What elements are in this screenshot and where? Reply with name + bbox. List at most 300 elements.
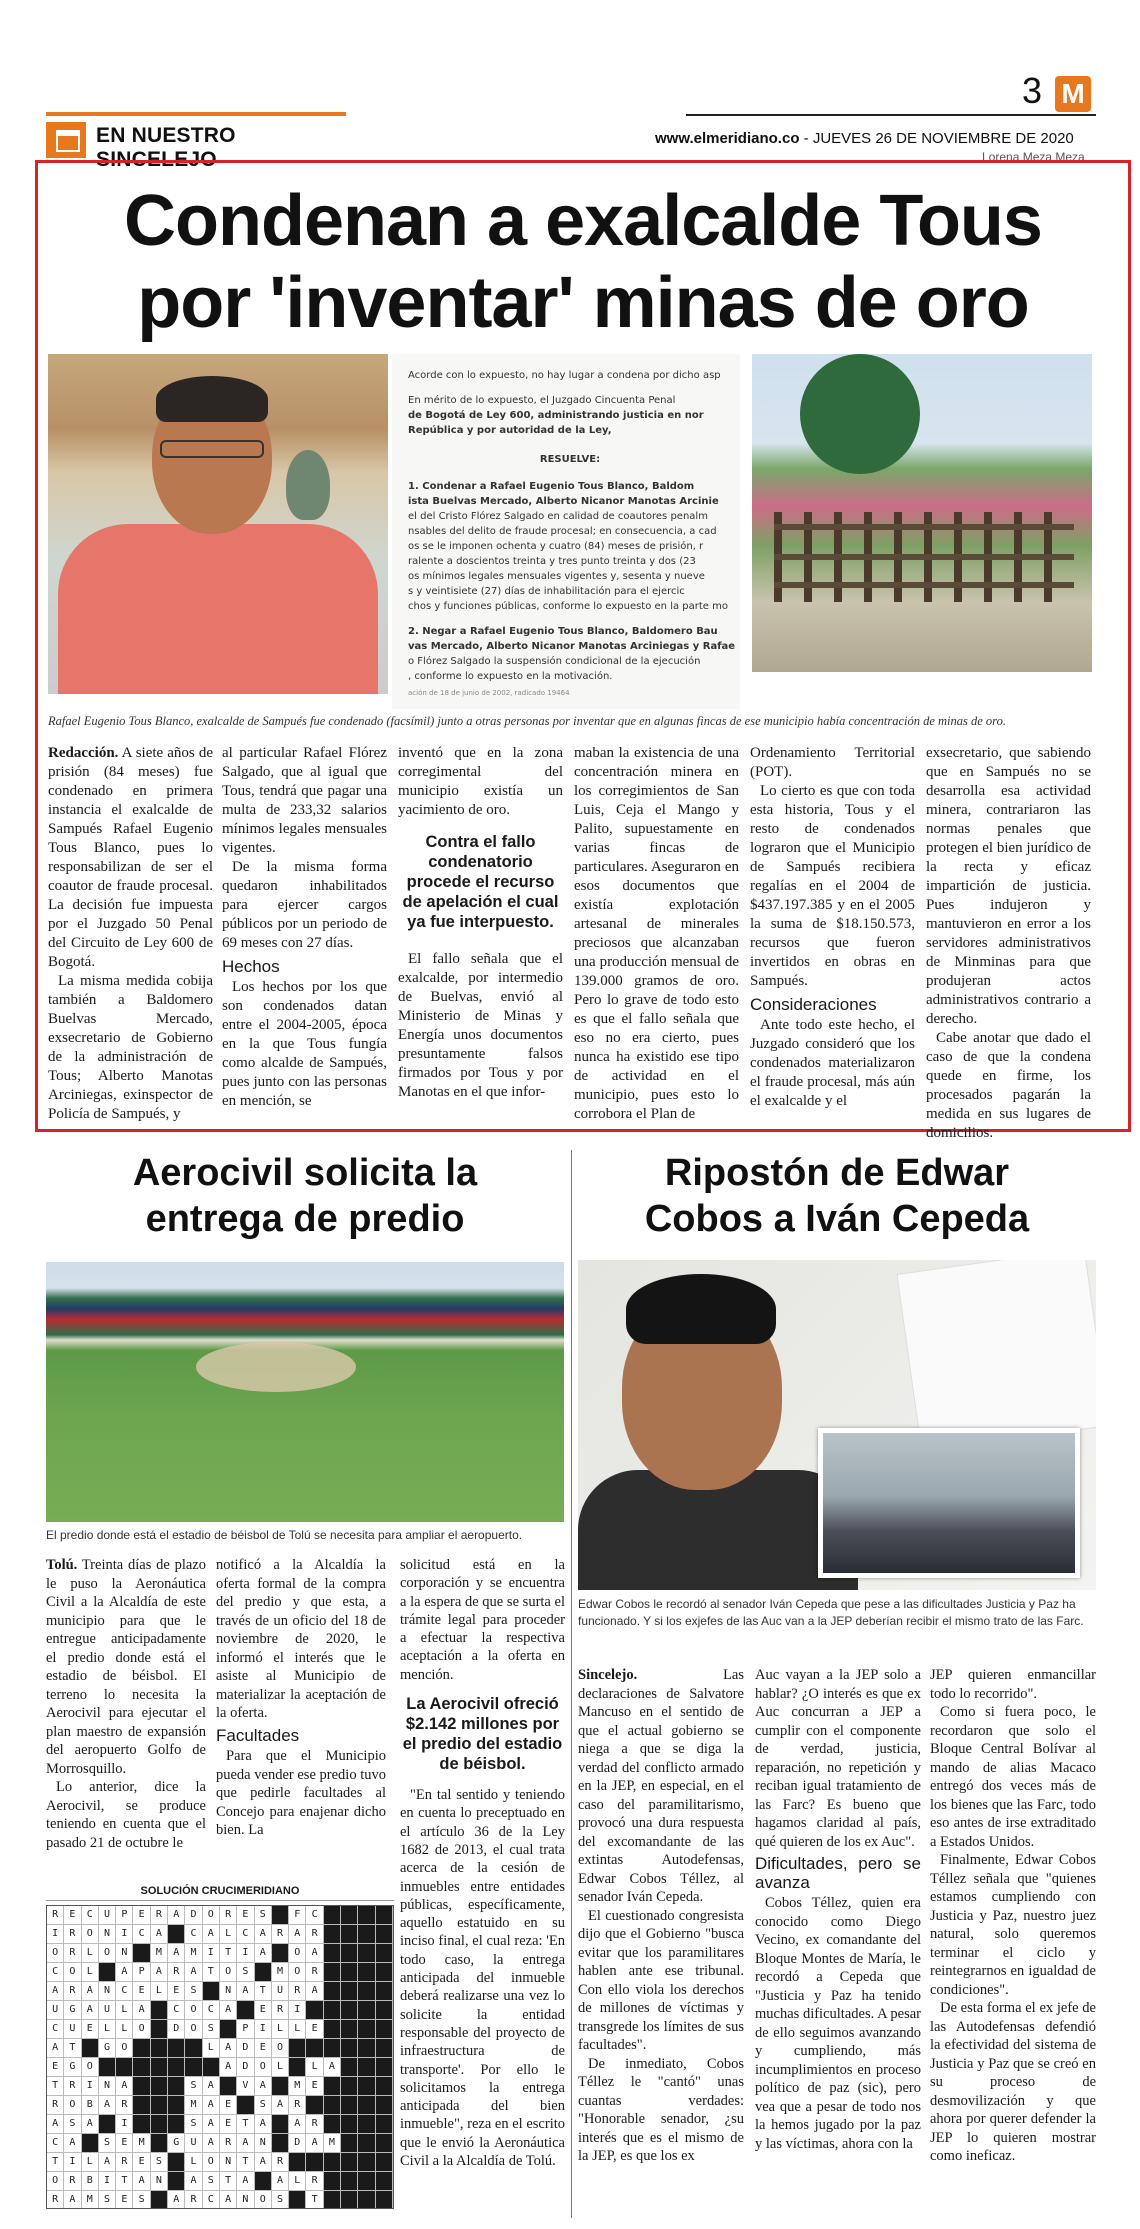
crossword-cell: T: [203, 1963, 220, 1982]
crossword-cell: S: [255, 2096, 272, 2115]
crossword-title: SOLUCIÓN CRUCIMERIDIANO: [46, 1885, 394, 1901]
crossword-cell: [237, 2001, 254, 2020]
crossword-cell: [151, 2077, 168, 2096]
crossword-cell: T: [220, 2172, 237, 2191]
crossword-cell: A: [324, 2058, 341, 2077]
crossword-cell: N: [220, 1982, 237, 2001]
crossword-cell: A: [47, 2115, 64, 2134]
crossword-cell: [133, 2096, 150, 2115]
crossword-cell: [358, 1906, 375, 1925]
crossword-cell: P: [116, 1906, 133, 1925]
crossword-cell: L: [289, 2020, 306, 2039]
main-column-6: [926, 744, 1091, 1143]
crossword-cell: [185, 2058, 202, 2077]
crossword-cell: A: [133, 2172, 150, 2191]
crossword-cell: N: [116, 1944, 133, 1963]
crossword-solution: [46, 1885, 394, 2213]
crossword-cell: A: [255, 2153, 272, 2172]
crossword-cell: A: [203, 2115, 220, 2134]
crossword-cell: L: [151, 1982, 168, 2001]
crossword-cell: A: [151, 1925, 168, 1944]
crossword-cell: A: [203, 2077, 220, 2096]
crossword-cell: S: [203, 2020, 220, 2039]
crossword-cell: [203, 1982, 220, 2001]
paragraph: notificó a la Alcaldía la oferta formal de la compra del predio y que esta, a través de un oficio del 18 de noviembre de 2020, le informó el interés que le asiste al Municipio de materializar la aceptación de la oferta.: [216, 1557, 386, 1721]
crossword-cell: M: [272, 1963, 289, 1982]
crossword-cell: A: [272, 2096, 289, 2115]
crossword-cell: N: [99, 1982, 116, 2001]
crossword-cell: A: [306, 2134, 323, 2153]
crossword-cell: O: [185, 2001, 202, 2020]
crossword-cell: S: [255, 1906, 272, 1925]
crossword-cell: S: [151, 2153, 168, 2172]
crossword-cell: M: [324, 2134, 341, 2153]
crossword-cell: A: [237, 1982, 254, 2001]
crossword-cell: A: [289, 2115, 306, 2134]
facsimile-line: o Flórez Salgado la suspensión condicional de la ejecución: [408, 656, 701, 667]
crossword-cell: [341, 2077, 358, 2096]
crossword-cell: [116, 2058, 133, 2077]
crossword-cell: [151, 2096, 168, 2115]
crossword-cell: [358, 1944, 375, 1963]
brand-logo-icon: M: [1055, 76, 1091, 112]
crossword-cell: [151, 2058, 168, 2077]
crossword-cell: R: [272, 2001, 289, 2020]
crossword-cell: R: [185, 2191, 202, 2209]
crossword-cell: R: [289, 2096, 306, 2115]
crossword-cell: T: [306, 2191, 323, 2209]
crossword-cell: [358, 1963, 375, 1982]
crossword-cell: E: [306, 2077, 323, 2096]
crossword-row: [47, 2020, 393, 2039]
main-column-1: [48, 744, 213, 1124]
crossword-cell: [203, 2058, 220, 2077]
crossword-cell: I: [82, 2077, 99, 2096]
crossword-cell: [324, 2001, 341, 2020]
crossword-cell: [289, 2058, 306, 2077]
crossword-row: [47, 1963, 393, 1982]
crossword-cell: I: [237, 1944, 254, 1963]
crossword-cell: L: [185, 2153, 202, 2172]
crossword-cell: [376, 2001, 393, 2020]
crossword-cell: E: [116, 2134, 133, 2153]
crossword-cell: [168, 2077, 185, 2096]
publication-date: - JUEVES 26 DE NOVIEMBRE DE 2020: [799, 130, 1074, 147]
crossword-cell: [133, 2039, 150, 2058]
crossword-cell: [272, 1944, 289, 1963]
crossword-cell: A: [255, 2115, 272, 2134]
crossword-cell: R: [116, 2096, 133, 2115]
crossword-cell: E: [133, 1982, 150, 2001]
crossword-cell: A: [220, 2001, 237, 2020]
crossword-cell: C: [203, 2001, 220, 2020]
crossword-row: [47, 1982, 393, 2001]
pull-quote: Contra el fallo condenatorio procede el recurso de apelación el cual ya fue interpuesto.: [402, 833, 559, 931]
crossword-cell: [376, 2115, 393, 2134]
crossword-cell: A: [255, 1944, 272, 1963]
crossword-cell: C: [47, 1963, 64, 1982]
crossword-cell: R: [306, 2115, 323, 2134]
crossword-cell: [324, 2115, 341, 2134]
crossword-cell: E: [133, 1906, 150, 1925]
cobos-headline: [578, 1150, 1096, 1242]
crossword-cell: T: [237, 2153, 254, 2172]
crossword-cell: R: [220, 1906, 237, 1925]
crossword-cell: A: [203, 2134, 220, 2153]
facsimile-resuelve: RESUELVE:: [539, 454, 601, 465]
crossword-cell: M: [133, 2134, 150, 2153]
crossword-cell: U: [64, 2020, 81, 2039]
crossword-cell: C: [47, 2134, 64, 2153]
crossword-cell: A: [116, 2077, 133, 2096]
crossword-cell: [255, 1963, 272, 1982]
crossword-cell: O: [47, 1944, 64, 1963]
crossword-cell: [255, 2172, 272, 2191]
crossword-row: [47, 2115, 393, 2134]
crossword-cell: A: [168, 1944, 185, 1963]
paragraph: al particular Rafael Flórez Salgado, que al igual que Tous, tendrá que pagar una multa de 233,32 salarios mínimos legales mensuales vigentes.: [222, 745, 387, 856]
column-divider: [571, 1150, 572, 2218]
crossword-cell: [358, 2115, 375, 2134]
photo-inset-senate: [818, 1428, 1080, 1578]
crossword-cell: R: [168, 1963, 185, 1982]
crossword-cell: M: [82, 2191, 99, 2209]
crossword-cell: E: [47, 2058, 64, 2077]
crossword-cell: [220, 2020, 237, 2039]
crossword-cell: [376, 2134, 393, 2153]
crossword-cell: L: [82, 2153, 99, 2172]
crossword-cell: [151, 2039, 168, 2058]
crossword-cell: R: [64, 1982, 81, 2001]
crossword-cell: I: [116, 1925, 133, 1944]
main-column-5: [750, 744, 915, 1111]
crossword-cell: R: [64, 1944, 81, 1963]
facsimile-line: 2. Negar a Rafael Eugenio Tous Blanco, Baldomero Bau: [408, 626, 718, 637]
crossword-cell: A: [168, 2191, 185, 2209]
crossword-cell: B: [82, 2172, 99, 2191]
crossword-cell: C: [168, 2001, 185, 2020]
crossword-cell: U: [47, 2001, 64, 2020]
crossword-cell: [289, 2153, 306, 2172]
paragraph: El cuestionado congresista dijo que el Gobierno "busca evitar que los paramilitares hablen ante ese tribunal. Con ello viola los derechos de millones de víctimas y transgrede los límites de sus facultades".: [578, 1907, 744, 2053]
paragraph: Cobos Téllez, quien era conocido como Diego Vecino, ex comandante del Bloque Montes de María, le recordó a Cepeda que "Justicia y Paz ha tenido muchas dificultades. A pesar de ello seguimos avanzando y cumpliendo, más incumplimientos en proceso político de paz (sic), pero vea que a pesar de todo nos la hemos jugado por la paz y las víctimas, ahora con la: [755, 1895, 921, 2152]
crossword-row: [47, 2134, 393, 2153]
crossword-cell: [358, 1925, 375, 1944]
crossword-cell: S: [237, 1963, 254, 1982]
crossword-cell: [324, 2020, 341, 2039]
crossword-cell: E: [220, 2096, 237, 2115]
crossword-cell: A: [306, 1944, 323, 1963]
crossword-cell: [376, 1925, 393, 1944]
crossword-cell: [358, 2077, 375, 2096]
crossword-cell: I: [289, 2001, 306, 2020]
dateline: Tolú.: [46, 1557, 78, 1573]
crossword-cell: R: [47, 1906, 64, 1925]
facsimile-line: s y veintisiete (27) días de inhabilitación para el ejercic: [408, 586, 685, 597]
paragraph: De inmediato, Cobos Téllez le "cantó" unas cuantas verdades: "Honorable senador, ¿su interés que es el mismo de la JEP, es que los ex: [578, 2055, 744, 2164]
crossword-cell: [133, 2058, 150, 2077]
crossword-cell: A: [99, 2096, 116, 2115]
crossword-cell: A: [237, 2172, 254, 2191]
cobos-headline-line-2: Cobos a Iván Cepeda: [644, 1198, 1030, 1240]
crossword-cell: B: [82, 2096, 99, 2115]
crossword-cell: A: [151, 1963, 168, 1982]
paragraph: exsecretario, que sabiendo que en Sampués no se desarrolla esa actividad minera, contrariaron las normas penales que protegen el bien jurídico de la recta y eficaz impartición de justicia. Pues indujeron y mantuvieron en error a los servidores administrativos de Minminas para que produjeran actos administrativos contrario a derecho.: [926, 745, 1091, 1027]
crossword-cell: [324, 2077, 341, 2096]
crossword-cell: S: [64, 2115, 81, 2134]
crossword-cell: [324, 2191, 341, 2209]
facsimile-line: Acorde con lo expuesto, no hay lugar a condena por dicho asp: [408, 370, 721, 381]
pull-quote: La Aerocivil ofreció $2.142 millones por el predio del estadio de béisbol.: [402, 1695, 563, 1774]
crossword-cell: D: [168, 2020, 185, 2039]
crossword-cell: S: [185, 2115, 202, 2134]
facsimile-line: , conforme lo expuesto en la motivación.: [408, 671, 613, 682]
crossword-cell: P: [237, 2020, 254, 2039]
paragraph: "En tal sentido y teniendo en cuenta lo preceptuado en el artículo 36 de la Ley 1682 de 2013, el cual trata acerca de la cesión de inmuebles entre entidades públicas, específicamente, aquello estatuido en su inciso final, el cual reza: 'En todo caso, la entrega anticipada del inmueble deberá realizarse una vez lo solicite la entidad responsable del proyecto de infraestructura de transporte'. Por ello le solicitamos la entrega anticipada del bien inmueble", reza en el escrito que le envió la Aeronáutica Civil a la Alcaldía de Tolú.: [400, 1787, 565, 2170]
main-headline-line-2: por 'inventar' minas de oro: [137, 263, 1029, 343]
crossword-cell: A: [116, 1963, 133, 1982]
crossword-cell: [272, 2077, 289, 2096]
paragraph: Lo anterior, dice la Aerocivil, se produce teniendo en cuenta que el pasado 21 de octubre le: [46, 1779, 206, 1851]
crossword-cell: U: [99, 2001, 116, 2020]
crossword-cell: R: [116, 2153, 133, 2172]
crossword-cell: [237, 2096, 254, 2115]
crossword-cell: A: [185, 2172, 202, 2191]
crossword-cell: [341, 2191, 358, 2209]
crossword-cell: A: [220, 2039, 237, 2058]
photo-farm-fence: [752, 354, 1092, 672]
facsimile-footer: ación de 18 de junio de 2002, radicado 19464: [408, 689, 570, 697]
crossword-cell: [376, 1963, 393, 1982]
subheading: Hechos: [222, 957, 280, 976]
crossword-cell: [99, 2115, 116, 2134]
crossword-cell: [306, 2001, 323, 2020]
crossword-cell: L: [306, 2058, 323, 2077]
photo-rafael-tous: [48, 354, 388, 694]
crossword-cell: O: [99, 1944, 116, 1963]
crossword-cell: E: [82, 2020, 99, 2039]
crossword-cell: R: [272, 2153, 289, 2172]
crossword-cell: A: [168, 1906, 185, 1925]
crossword-cell: R: [272, 1925, 289, 1944]
crossword-cell: T: [64, 2039, 81, 2058]
paragraph: De esta forma el ex jefe de las Autodefensas defendió la efectividad del sistema de Justicia y Paz que se creó en su proceso de desmovilización y que ahora por querer defender la JEP lo quieren mostrar como ineficaz.: [930, 2000, 1096, 2164]
crossword-cell: [341, 2058, 358, 2077]
crossword-cell: L: [272, 2020, 289, 2039]
court-ruling-facsimile: [392, 354, 740, 709]
cobos-column-3: [930, 1666, 1096, 2166]
crossword-cell: O: [47, 2172, 64, 2191]
crossword-cell: G: [99, 2039, 116, 2058]
crossword-cell: [376, 2039, 393, 2058]
page-number: 3: [1022, 70, 1043, 111]
crossword-cell: M: [289, 2077, 306, 2096]
crossword-cell: E: [133, 2153, 150, 2172]
aerocivil-column-2: [216, 1556, 386, 1840]
crossword-cell: G: [64, 2058, 81, 2077]
crossword-cell: N: [151, 2172, 168, 2191]
paragraph: JEP quieren enmancillar todo lo recorrido".: [930, 1667, 1096, 1702]
crossword-cell: A: [237, 2134, 254, 2153]
crossword-cell: [168, 2172, 185, 2191]
crossword-cell: E: [306, 2020, 323, 2039]
crossword-cell: A: [255, 2077, 272, 2096]
crossword-cell: O: [255, 2191, 272, 2209]
crossword-cell: R: [306, 2172, 323, 2191]
crossword-cell: O: [82, 2058, 99, 2077]
crossword-cell: [151, 2134, 168, 2153]
photo-baseball-stadium: [46, 1262, 564, 1522]
crossword-cell: [358, 2191, 375, 2209]
crossword-cell: [376, 1982, 393, 2001]
crossword-cell: N: [99, 1925, 116, 1944]
crossword-cell: [376, 2096, 393, 2115]
crossword-cell: O: [133, 2020, 150, 2039]
crossword-cell: O: [116, 2039, 133, 2058]
crossword-cell: [306, 2153, 323, 2172]
crossword-cell: L: [82, 1944, 99, 1963]
crossword-cell: [341, 2153, 358, 2172]
facsimile-line: de Bogotá de Ley 600, administrando justicia en nor: [408, 410, 704, 421]
crossword-cell: R: [47, 2096, 64, 2115]
aerocivil-headline-line-2: entrega de predio: [145, 1198, 465, 1240]
aerocivil-column-1: [46, 1556, 206, 1852]
crossword-cell: [324, 1963, 341, 1982]
crossword-cell: V: [237, 2077, 254, 2096]
crossword-cell: [341, 1925, 358, 1944]
crossword-cell: A: [82, 2115, 99, 2134]
crossword-cell: [82, 2134, 99, 2153]
crossword-cell: N: [220, 2153, 237, 2172]
crossword-cell: [376, 1906, 393, 1925]
crossword-cell: [341, 1906, 358, 1925]
crossword-cell: D: [237, 2039, 254, 2058]
paragraph: Lo cierto es que con toda esta historia, Tous y el resto de condenados lograron que el Municipio de Sampués recibiera regalías en el 2004 de $437.197.385 y en el 2005 la suma de $18.150.573, recursos que fueron invertidos en obras en Sampués.: [750, 783, 915, 989]
crossword-cell: [341, 1963, 358, 1982]
aerocivil-headline: [46, 1150, 564, 1242]
crossword-cell: [376, 2058, 393, 2077]
crossword-cell: I: [116, 2115, 133, 2134]
crossword-cell: [272, 2134, 289, 2153]
crossword-cell: A: [272, 2172, 289, 2191]
crossword-cell: [341, 2172, 358, 2191]
paragraph: Ordenamiento Territorial (POT).: [750, 745, 915, 780]
crossword-cell: A: [306, 1982, 323, 2001]
paragraph: Como si fuera poco, le recordaron que solo el Bloque Central Bolívar al mando de alias Macaco entregó dos veces más de los bienes que las Farc, todo eso antes de irse extraditado a Estados Unidos.: [930, 1704, 1096, 1850]
crossword-cell: [133, 1944, 150, 1963]
crossword-cell: [358, 2001, 375, 2020]
crossword-cell: [324, 2153, 341, 2172]
crossword-cell: D: [289, 2134, 306, 2153]
cobos-column-1: [578, 1666, 744, 2166]
crossword-cell: G: [168, 2134, 185, 2153]
dateline: Sincelejo.: [578, 1667, 638, 1683]
crossword-cell: [168, 2153, 185, 2172]
crossword-row: [47, 2172, 393, 2191]
crossword-cell: I: [203, 1944, 220, 1963]
paragraph: Para que el Municipio pueda vender ese predio tuvo que pedirle facultades al Concejo para enajenar dicho bien. La: [216, 1748, 386, 1838]
crossword-row: [47, 2001, 393, 2020]
crossword-cell: [358, 2096, 375, 2115]
crossword-cell: [376, 2172, 393, 2191]
crossword-cell: [341, 1944, 358, 1963]
crossword-cell: [358, 2039, 375, 2058]
crossword-cell: [341, 1982, 358, 2001]
crossword-cell: A: [99, 2153, 116, 2172]
crossword-cell: [168, 2058, 185, 2077]
crossword-cell: C: [116, 1982, 133, 2001]
crossword-cell: G: [64, 2001, 81, 2020]
facsimile-line: os mínimos legales mensuales vigentes y, sesenta y nueve: [408, 571, 705, 582]
crossword-cell: [99, 1963, 116, 1982]
facsimile-line: En mérito de lo expuesto, el Juzgado Cincuenta Penal: [408, 395, 676, 406]
main-column-2: [222, 744, 387, 1111]
crossword-cell: N: [99, 2077, 116, 2096]
crossword-cell: D: [237, 2058, 254, 2077]
crossword-cell: [168, 1925, 185, 1944]
crossword-cell: O: [289, 1944, 306, 1963]
crossword-cell: L: [82, 1963, 99, 1982]
crossword-cell: O: [64, 1963, 81, 1982]
paragraph: maban la existencia de una concentración minera en los corregimientos de San Luis, Ceja el Mango y Palito, supuestamente en varias fincas de particulares. Aseguraron en esos documentos que existía explotación artesanal de minerales preciosos que alcanzaban una producción mensual de 139.000 gramos de oro. Pero lo grave de todo esto es que el fallo señala que eso no era cierto, pues nunca ha existido ese tipo de actividad en el municipio, pues esto lo corrobora el Plan de: [574, 745, 739, 1122]
crossword-cell: C: [237, 1925, 254, 1944]
crossword-cell: A: [82, 2001, 99, 2020]
crossword-cell: A: [64, 2134, 81, 2153]
crossword-cell: A: [47, 2039, 64, 2058]
crossword-cell: D: [185, 1906, 202, 1925]
crossword-cell: C: [47, 2020, 64, 2039]
crossword-cell: R: [306, 1963, 323, 1982]
paragraph: El fallo señala que el exalcalde, por intermedio de Buelvas, envió al Ministerio de Minas y Energía unos documentos presuntamente falsos firmados por Tous y por Manotas en el que infor-: [398, 951, 563, 1100]
paragraph: A siete años de prisión (84 meses) fue condenado en primera instancia el exalcalde de Sampués Rafael Eugenio Tous Blanco, pues lo responsabilizan de ser el coautor de fraude procesal. La decisión fue impuesta por el Juzgado 50 Penal del Circuito de Ley 600 de Bogotá.: [48, 745, 213, 970]
crossword-cell: [341, 2115, 358, 2134]
crossword-cell: [341, 2020, 358, 2039]
crossword-cell: O: [185, 2020, 202, 2039]
paragraph: Las declaraciones de Salvatore Mancuso en el sentido de que el actual gobierno se niega a que se diga la verdad del conflicto armado en la JEP, en especial, en el caso del paramilitarismo, provocó una dura respuesta del excomandante de las extintas Autodefensas, Edwar Cobos Téllez, al senador Iván Cepeda.: [578, 1667, 744, 1905]
crossword-cell: A: [255, 1925, 272, 1944]
crossword-cell: [151, 2191, 168, 2209]
crossword-cell: [289, 2191, 306, 2209]
crossword-cell: E: [116, 2191, 133, 2209]
crossword-cell: A: [203, 1925, 220, 1944]
crossword-cell: M: [185, 2096, 202, 2115]
crossword-cell: E: [237, 1906, 254, 1925]
section-name: EN NUESTRO SINCELEJO: [96, 124, 236, 171]
paragraph: Treinta días de plazo le puso la Aeronáutica Civil a la Alcaldía de este municipio para que le entregue anticipadamente el predio donde está el estadio de béisbol. El terreno lo necesita la Aerocivil para ejecutar el plan maestro de expansión del aeropuerto Golfo de Morrosquillo.: [46, 1557, 206, 1777]
crossword-cell: [151, 2115, 168, 2134]
crossword-cell: L: [116, 2020, 133, 2039]
crossword-cell: [168, 2115, 185, 2134]
crossword-cell: A: [220, 2191, 237, 2209]
main-photo-caption: Rafael Eugenio Tous Blanco, exalcalde de Sampués fue condenado (facsímil) junto a otras personas por inventar que en algunas fincas de ese municipio había concentración de minas de oro.: [48, 714, 1006, 728]
crossword-cell: [358, 2153, 375, 2172]
website[interactable]: www.elmeridiano.co: [655, 130, 800, 147]
crossword-cell: [168, 2039, 185, 2058]
crossword-cell: S: [185, 2077, 202, 2096]
author: Lorena Meza Meza: [982, 150, 1085, 164]
crossword-cell: [289, 2039, 306, 2058]
facsimile-line: ista Buelvas Mercado, Alberto Nicanor Manotas Arcinie: [408, 496, 719, 507]
crossword-cell: [358, 2058, 375, 2077]
crossword-cell: T: [47, 2153, 64, 2172]
crossword-cell: [376, 2191, 393, 2209]
crossword-cell: [358, 1982, 375, 2001]
crossword-cell: T: [255, 1982, 272, 2001]
crossword-cell: R: [47, 2191, 64, 2209]
crossword-row: [47, 1944, 393, 1963]
crossword-cell: O: [289, 1963, 306, 1982]
paragraph: solicitud está en la corporación y se encuentra a la espera de que se surta el trámite legal para proceder a efectuar la respectiva aceptación a la oferta en mención.: [400, 1557, 565, 1683]
